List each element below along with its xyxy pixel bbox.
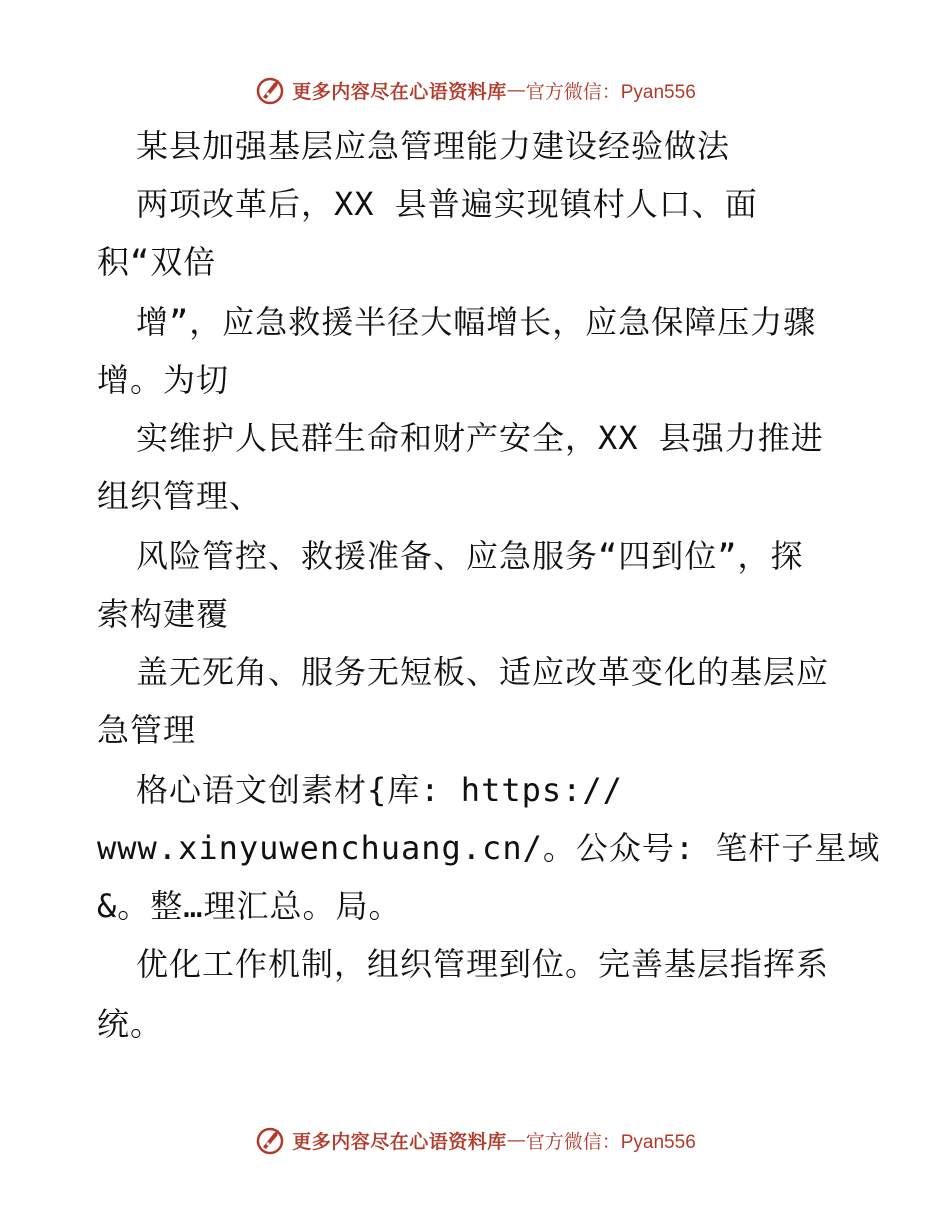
- paragraph-line: 急管理: [97, 711, 197, 749]
- banner-text: 更多内容尽在心语资料库: [292, 80, 507, 103]
- banner-contact: 官方微信：Pyan556: [525, 1131, 696, 1153]
- paragraph-line: 积“双倍: [97, 243, 217, 281]
- paragraph-line: 盖无死角、服务无短板、适应改革变化的基层应: [136, 653, 830, 691]
- pen-nib-circle-icon: [254, 74, 286, 106]
- banner-separator: —: [506, 1129, 526, 1151]
- paragraph-line: &。整…理汇总。局。: [97, 887, 402, 925]
- paragraph-line: 实维护人民群生命和财产安全，XX 县强力推进: [136, 419, 824, 457]
- paragraph-line: 增”，应急救援半径大幅增长，应急保障压力骤: [136, 303, 817, 341]
- header-banner: [0, 70, 950, 110]
- banner-text: 更多内容尽在心语资料库: [292, 1130, 507, 1153]
- paragraph-line: 索构建覆: [97, 595, 230, 633]
- paragraph-line: 组织管理、: [97, 477, 263, 515]
- document-title: 某县加强基层应急管理能力建设经验做法: [136, 127, 731, 165]
- paragraph-line: 格心语文创素材{库: https://: [136, 771, 623, 809]
- paragraph-line: 增。为切: [97, 361, 230, 399]
- paragraph-line: 优化工作机制，组织管理到位。完善基层指挥系: [136, 945, 830, 983]
- paragraph-line: 统。: [97, 1005, 164, 1043]
- pen-nib-circle-icon: [254, 1124, 286, 1156]
- paragraph-line: www.xinyuwenchuang.cn/。公众号: 笔杆子星域: [97, 829, 881, 867]
- banner-separator: —: [506, 79, 526, 101]
- paragraph-line: 风险管控、救援准备、应急服务“四到位”，探: [136, 537, 804, 575]
- banner-contact: 官方微信：Pyan556: [525, 81, 696, 103]
- paragraph-line: 两项改革后，XX 县普遍实现镇村人口、面: [136, 185, 758, 223]
- footer-banner: [0, 1120, 950, 1160]
